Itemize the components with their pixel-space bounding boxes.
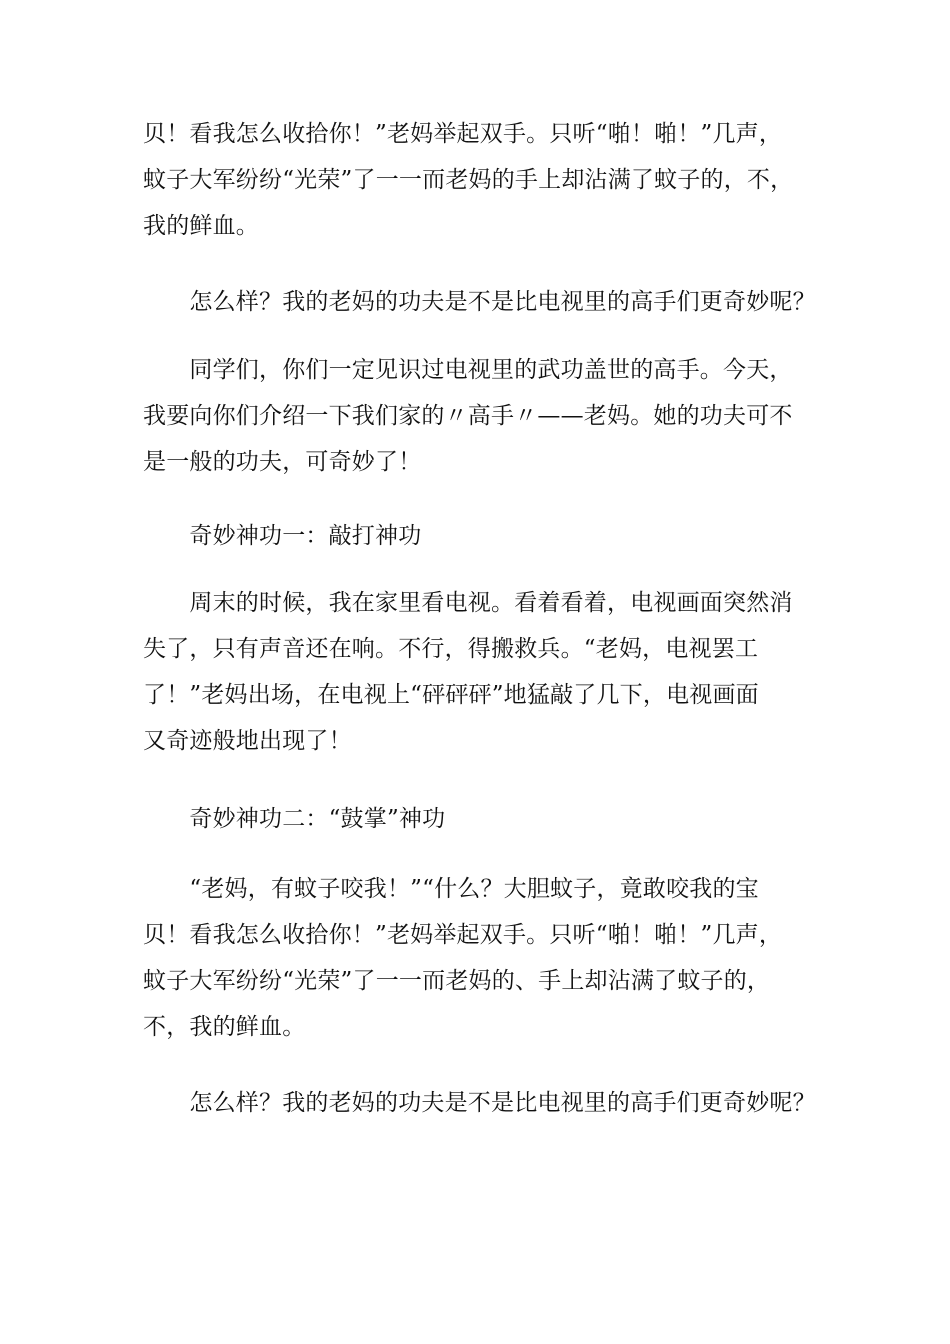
section-heading <box>143 796 833 842</box>
paragraph <box>143 580 833 764</box>
text-line: 怎么样？我的老妈的功夫是不是比电视里的高手们更奇妙呢？ <box>143 1090 816 1116</box>
text-line: 了！”老妈出场，在电视上“砰砰砰”地猛敲了几下，电视画面 <box>143 682 759 708</box>
paragraph <box>143 866 833 1050</box>
paragraph <box>143 111 833 249</box>
text-line: 周末的时候，我在家里看电视。看着看着，电视画面突然消 <box>143 590 793 616</box>
heading-line: 奇妙神功一：敲打神功 <box>143 523 422 549</box>
text-line: 我要向你们介绍一下我们家的〃高手〃——老妈。她的功夫可不 <box>143 403 793 429</box>
text-line: 怎么样？我的老妈的功夫是不是比电视里的高手们更奇妙呢？ <box>143 289 816 315</box>
text-line: 蚊子大军纷纷“光荣”了一一而老妈的、手上却沾满了蚊子的， <box>143 968 771 994</box>
section-heading <box>143 513 833 559</box>
text-line: 贝！看我怎么收拾你！”老妈举起双手。只听“啪！啪！”几声， <box>143 121 783 147</box>
text-line: 是一般的功夫，可奇妙了！ <box>143 449 422 475</box>
paragraph <box>143 347 833 485</box>
text-line: 同学们，你们一定见识过电视里的武功盖世的高手。今天， <box>143 357 793 383</box>
paragraph <box>143 279 833 325</box>
text-line: 贝！看我怎么收拾你！”老妈举起双手。只听“啪！啪！”几声， <box>143 922 783 948</box>
paragraph <box>143 1080 833 1126</box>
heading-line: 奇妙神功二：“鼓掌”神功 <box>143 806 446 832</box>
text-line: 又奇迹般地出现了！ <box>143 728 352 754</box>
text-line: “老妈，有蚊子咬我！”“什么？大胆蚊子，竟敢咬我的宝 <box>143 876 759 902</box>
text-line: 失了，只有声音还在响。不行，得搬救兵。“老妈，电视罢工 <box>143 636 759 662</box>
text-line: 不，我的鲜血。 <box>143 1014 306 1040</box>
text-line: 我的鲜血。 <box>143 213 259 239</box>
text-line: 蚊子大军纷纷“光荣”了一一而老妈的手上却沾满了蚊子的，不， <box>143 167 794 193</box>
